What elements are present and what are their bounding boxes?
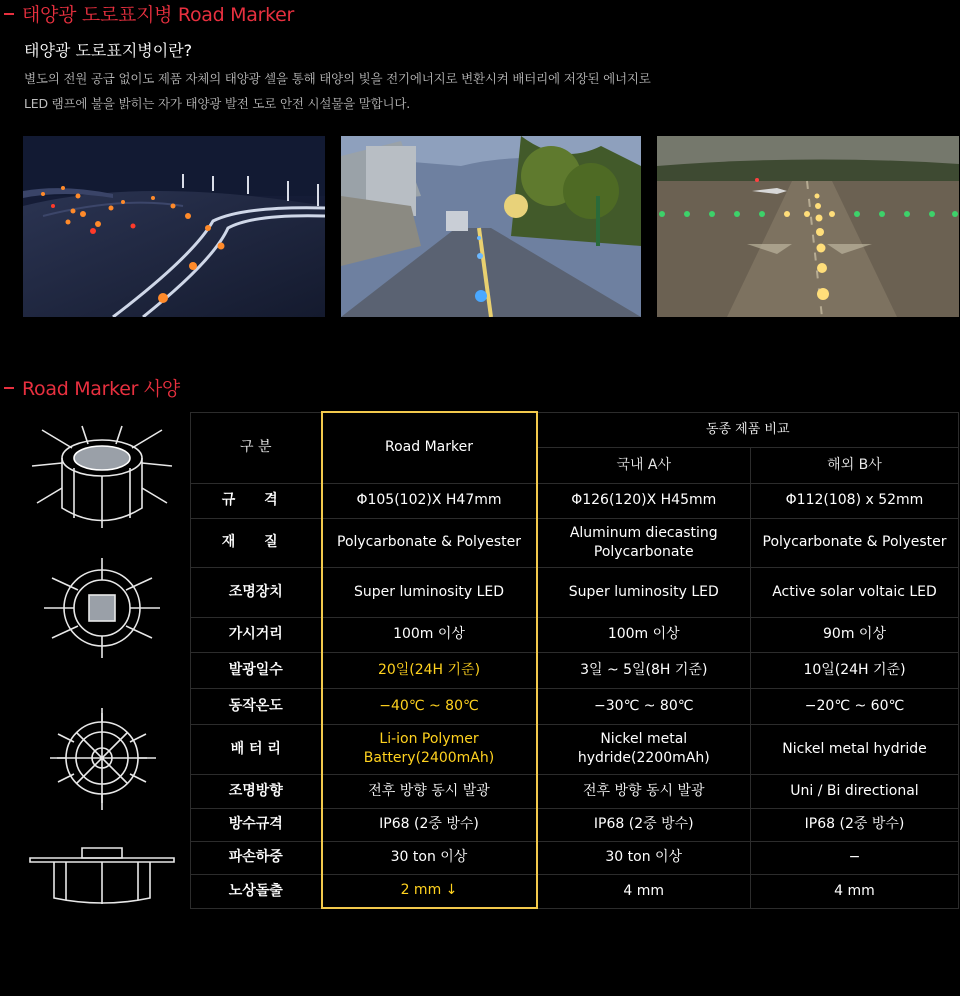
road-marker-value: Φ105(102)Χ H47mm (322, 483, 537, 518)
company-a-value: 3일 ~ 5일(8H 기준) (537, 652, 751, 688)
bottom-view-drawing (50, 708, 156, 810)
table-row (191, 874, 959, 908)
road-marker-value: −40℃ ~ 80℃ (322, 688, 537, 724)
top-view-drawing (44, 558, 160, 658)
header-road-marker: Road Marker (322, 412, 537, 483)
title-dash-icon (4, 13, 14, 15)
company-a-value: 100m 이상 (537, 617, 751, 652)
company-a-value: 30 ton 이상 (537, 841, 751, 874)
road-marker-value: 30 ton 이상 (322, 841, 537, 874)
row-label: 발광일수 (191, 652, 322, 688)
header-company-b: 해외 B사 (751, 448, 959, 484)
subheading: 태양광 도로표지병이란? (24, 41, 193, 60)
company-a-value: Nickel metal hydride(2200mAh) (537, 724, 751, 774)
perspective-view-drawing (32, 426, 172, 528)
table-header-row (191, 412, 959, 448)
section-title-text: Road Marker 사양 (22, 378, 180, 400)
company-a-value: Φ126(120)Χ H45mm (537, 483, 751, 518)
company-b-value: Uni / Bi directional (751, 774, 959, 808)
row-label: 동작온도 (191, 688, 322, 724)
table-row (191, 724, 959, 774)
road-marker-value: 100m 이상 (322, 617, 537, 652)
company-b-value: IP68 (2중 방수) (751, 808, 959, 841)
product-drawings (22, 418, 182, 918)
side-view-drawing (30, 848, 174, 904)
spec-table (190, 411, 959, 909)
company-a-value: 전후 방향 동시 발광 (537, 774, 751, 808)
title-dash-icon (4, 387, 14, 389)
row-label: 조명방향 (191, 774, 322, 808)
company-b-value: Active solar voltaic LED (751, 567, 959, 617)
road-marker-value: Li-ion Polymer Battery(2400mAh) (322, 724, 537, 774)
row-label: 규 격 (191, 483, 322, 518)
row-label: 노상돌출 (191, 874, 322, 908)
row-label: 파손하중 (191, 841, 322, 874)
company-b-value: 4 mm (751, 874, 959, 908)
table-row (191, 808, 959, 841)
company-b-value: −20℃ ~ 60℃ (751, 688, 959, 724)
company-b-value: 10일(24H 기준) (751, 652, 959, 688)
header-comparison-group: 동종 제품 비교 (537, 412, 959, 448)
company-a-value: IP68 (2중 방수) (537, 808, 751, 841)
table-row (191, 483, 959, 518)
table-row (191, 774, 959, 808)
row-label: 방수규격 (191, 808, 322, 841)
company-b-value: Nickel metal hydride (751, 724, 959, 774)
table-row (191, 652, 959, 688)
table-row (191, 518, 959, 567)
row-label: 조명장치 (191, 567, 322, 617)
road-marker-value: IP68 (2중 방수) (322, 808, 537, 841)
road-marker-value: 2 mm ↓ (322, 874, 537, 908)
company-a-value: Aluminum diecasting Polycarbonate (537, 518, 751, 567)
table-row (191, 688, 959, 724)
section-title-text: 태양광 도로표지병 Road Marker (22, 4, 295, 26)
row-label: 재 질 (191, 518, 322, 567)
row-label: 가시거리 (191, 617, 322, 652)
section-title-spec (4, 374, 180, 401)
road-marker-value: Super luminosity LED (322, 567, 537, 617)
header-company-a: 국내 A사 (537, 448, 751, 484)
row-label: 배 터 리 (191, 724, 322, 774)
road-marker-value: 전후 방향 동시 발광 (322, 774, 537, 808)
road-marker-value: Polycarbonate & Polyester (322, 518, 537, 567)
company-b-value: − (751, 841, 959, 874)
header-category: 구 분 (191, 412, 322, 483)
company-b-value: 90m 이상 (751, 617, 959, 652)
company-a-value: 4 mm (537, 874, 751, 908)
table-row (191, 841, 959, 874)
village-road-dusk-photo (341, 136, 641, 317)
company-b-value: Polycarbonate & Polyester (751, 518, 959, 567)
table-row (191, 567, 959, 617)
section-title-road-marker (4, 0, 294, 27)
table-row (191, 617, 959, 652)
company-a-value: Super luminosity LED (537, 567, 751, 617)
company-a-value: −30℃ ~ 80℃ (537, 688, 751, 724)
company-b-value: Φ112(108) x 52mm (751, 483, 959, 518)
road-marker-value: 20일(24H 기준) (322, 652, 537, 688)
description-line-1: 별도의 전원 공급 없이도 제품 자체의 태양광 셀을 통해 태양의 빛을 전기에너지로 변환시켜 배터리에 저장된 에너지로 (24, 71, 651, 86)
runway-lights-photo (657, 136, 959, 317)
road-curve-night-photo (23, 136, 325, 317)
description-line-2: LED 램프에 불을 밝히는 자가 태양광 발전 도로 안전 시설물을 말합니다. (24, 96, 411, 111)
